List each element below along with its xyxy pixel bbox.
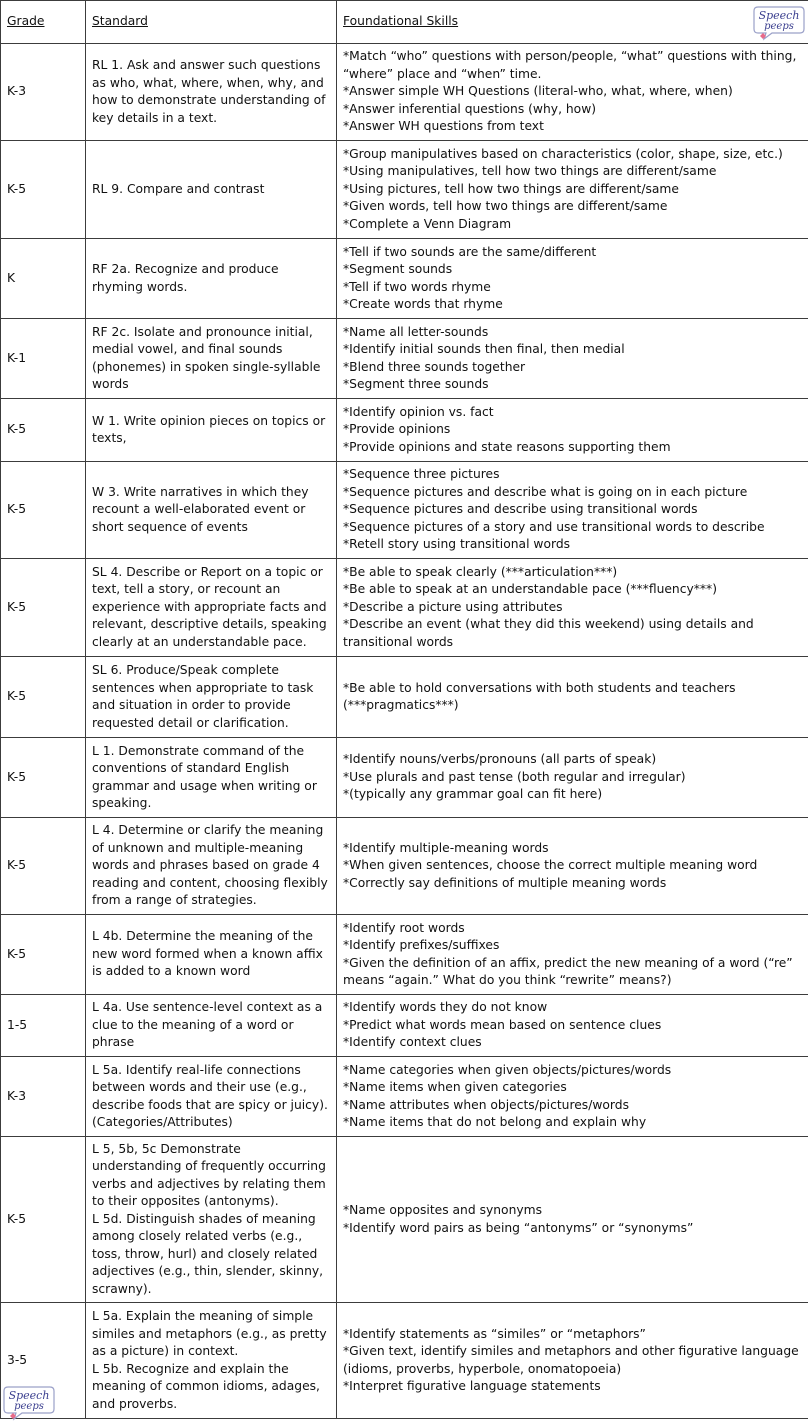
standard-text: RF 2c. Isolate and pronounce initial, medial vowel, and final sounds (phonemes) in spoken single-syllable words: [92, 324, 321, 391]
skills-column-header: Foundational Skills Speech peeps: [337, 1, 808, 44]
standard-cell: [86, 1137, 337, 1303]
standard-column-header: Standard: [86, 1, 337, 44]
speech-peeps-logo: [752, 3, 806, 41]
skills-cell: [337, 44, 808, 141]
skill-item: *Sequence pictures and describe using transitional words: [343, 502, 698, 517]
header-row: [1, 1, 808, 44]
table-row: [1, 915, 808, 995]
grade-cell: K-5: [1, 818, 86, 915]
table-row: [1, 1303, 808, 1419]
table-row: [1, 1137, 808, 1303]
skill-item: *Using pictures, tell how two things are different/same: [343, 181, 679, 196]
standard-text: L 5a. Explain the meaning of simple similes and metaphors (e.g., as pretty as a picture) in context.: [92, 1309, 327, 1358]
grade-cell: K-5: [1, 399, 86, 462]
standard-text: L 5b. Recognize and explain the meaning of common idioms, adages, and proverbs.: [92, 1361, 320, 1411]
skill-item: *Identify opinion vs. fact: [343, 404, 494, 419]
skill-item: *Name items when given categories: [343, 1080, 567, 1094]
skills-cell: [337, 462, 808, 559]
skill-item: *Identify prefixes/suffixes: [343, 938, 500, 952]
skills-cell: [337, 559, 808, 657]
standard-cell: [86, 657, 337, 738]
skill-item: *Tell if two words rhyme: [343, 279, 491, 294]
standard-text: L 4. Determine or clarify the meaning of unknown and multiple-meaning words and phrases based on grade 4 reading and content, choosing flexibly from a range of strategies.: [92, 823, 328, 908]
standard-text: RL 9. Compare and contrast: [92, 181, 265, 196]
skill-item: *Predict what words mean based on sentence clues: [343, 1017, 662, 1032]
skill-item: *Given the definition of an affix, predict the new meaning of a word (“re” means “again.” What do you think “rewrite” means?): [343, 955, 793, 987]
grade-cell: K-5: [1, 141, 86, 239]
skill-item: *Identify context clues: [343, 1035, 482, 1050]
speech-peeps-watermark: [2, 1383, 56, 1421]
standard-text: W 3. Write narratives in which they recount a well-elaborated event or short sequence of events: [92, 484, 309, 534]
skills-cell: [337, 239, 808, 319]
skills-cell: [337, 1137, 808, 1303]
grade-cell: K-5: [1, 657, 86, 738]
skill-item: *Answer WH questions from text: [343, 119, 544, 134]
standard-cell: [86, 44, 337, 141]
skills-cell: [337, 657, 808, 738]
skill-item: *Sequence pictures and describe what is going on in each picture: [343, 484, 748, 499]
standard-cell: [86, 738, 337, 818]
skill-item: *Segment sounds: [343, 262, 453, 276]
grade-cell: K: [1, 239, 86, 319]
grade-cell: K-1: [1, 319, 86, 399]
skills-cell: [337, 1303, 808, 1419]
standard-text: RF 2a. Recognize and produce rhyming words.: [92, 262, 279, 294]
skill-item: *Provide opinions and state reasons supporting them: [343, 439, 671, 454]
standard-text: W 1. Write opinion pieces on topics or texts,: [92, 413, 326, 445]
skill-item: *Answer simple WH Questions (literal-who, what, where, when): [343, 84, 733, 99]
standard-cell: [86, 818, 337, 915]
skill-item: *Correctly say definitions of multiple meaning words: [343, 875, 667, 890]
skill-item: *Tell if two sounds are the same/different: [343, 244, 597, 259]
standard-cell: [86, 1303, 337, 1419]
skills-cell: [337, 915, 808, 995]
skills-cell: [337, 995, 808, 1057]
grade-column-header: Grade: [1, 1, 86, 44]
svg-text:Speech: Speech: [8, 1389, 50, 1402]
grade-cell: K-3: [1, 1057, 86, 1137]
standard-cell: [86, 559, 337, 657]
grade-cell: 3-5: [1, 1303, 86, 1419]
skill-item: *Blend three sounds together: [343, 359, 526, 374]
standard-text: SL 4. Describe or Report on a topic or text, tell a story, or recount an experience with appropriate facts and relevant, descriptive details, speaking clearly at an understandable pace.: [92, 564, 327, 649]
grade-cell: K-5: [1, 462, 86, 559]
skill-item: *Describe a picture using attributes: [343, 599, 563, 614]
standard-cell: [86, 141, 337, 239]
skill-item: *Interpret figurative language statements: [343, 1379, 601, 1393]
standard-text: L 5a. Identify real-life connections between words and their use (e.g., describe foods that are spicy or juicy). (Categories/Attributes): [92, 1062, 328, 1129]
skill-item: *Given text, identify similes and metaphors and other figurative language (idioms, proverbs, hyperbole, onomatopoeia): [343, 1344, 799, 1376]
table-row: [1, 319, 808, 399]
skill-item: *Identify word pairs as being “antonyms” or “synonyms”: [343, 1220, 694, 1235]
skill-item: *Sequence three pictures: [343, 467, 500, 482]
skill-item: *Be able to speak clearly (***articulation***): [343, 564, 618, 579]
table-row: [1, 657, 808, 738]
standard-cell: [86, 319, 337, 399]
skills-cell: [337, 399, 808, 462]
skill-item: *Name items that do not belong and explain why: [343, 1115, 647, 1129]
standard-cell: [86, 1057, 337, 1137]
grade-cell: K-5: [1, 1137, 86, 1303]
skill-item: *Identify nouns/verbs/pronouns (all parts of speak): [343, 752, 657, 767]
standard-text: RL 1. Ask and answer such questions as who, what, where, when, why, and how to demonstrate understanding of key details in a text.: [92, 58, 326, 125]
grade-cell: 1-5: [1, 995, 86, 1057]
skills-cell: [337, 818, 808, 915]
skill-item: *Be able to speak at an understandable pace (***fluency***): [343, 582, 717, 597]
standard-cell: [86, 915, 337, 995]
skills-cell: [337, 738, 808, 818]
svg-text:peeps: peeps: [764, 21, 794, 32]
skill-item: *Create words that rhyme: [343, 297, 503, 311]
standard-text: L 4b. Determine the meaning of the new word formed when a known affix is added to a known word: [92, 929, 323, 979]
standard-cell: [86, 462, 337, 559]
skills-cell: [337, 319, 808, 399]
skill-item: *Describe an event (what they did this weekend) using details and transitional words: [343, 617, 754, 649]
table-row: [1, 1057, 808, 1137]
skill-item: *Segment three sounds: [343, 377, 489, 391]
grade-cell: K-3: [1, 44, 86, 141]
table-row: [1, 818, 808, 915]
table-row: [1, 559, 808, 657]
skill-item: *Group manipulatives based on characteristics (color, shape, size, etc.): [343, 146, 783, 161]
skill-item: *Name all letter-sounds: [343, 324, 489, 339]
skills-cell: [337, 1057, 808, 1137]
grade-cell: K-5: [1, 738, 86, 818]
skill-item: *Complete a Venn Diagram: [343, 216, 512, 231]
skill-item: *Match “who” questions with person/people, “what” questions with thing, “where” place and “when” time.: [343, 49, 797, 81]
speech-bubble-icon: [2, 1383, 56, 1421]
svg-text:peeps: peeps: [14, 1401, 44, 1412]
skill-item: *Given words, tell how two things are different/same: [343, 199, 668, 214]
skill-item: *Use plurals and past tense (both regular and irregular): [343, 769, 686, 784]
grade-cell: K-5: [1, 915, 86, 995]
skill-item: *Name opposites and synonyms: [343, 1203, 543, 1217]
skill-item: *Using manipulatives, tell how two things are different/same: [343, 164, 717, 179]
skill-item: *Identify root words: [343, 920, 465, 935]
table-row: [1, 738, 808, 818]
standard-text: L 4a. Use sentence-level context as a clue to the meaning of a word or phrase: [92, 1000, 323, 1050]
skill-item: *Retell story using transitional words: [343, 537, 571, 552]
speech-bubble-icon: [752, 3, 806, 41]
skill-item: *(typically any grammar goal can fit here): [343, 787, 603, 802]
standard-cell: [86, 239, 337, 319]
skill-item: *Answer inferential questions (why, how): [343, 101, 597, 116]
standard-text: SL 6. Produce/Speak complete sentences when appropriate to task and situation in order to provide requested detail or clarification.: [92, 663, 314, 730]
skill-item: *When given sentences, choose the correct multiple meaning word: [343, 858, 758, 873]
svg-text:Speech: Speech: [758, 9, 800, 22]
skill-item: *Be able to hold conversations with both students and teachers (***pragmatics***): [343, 680, 736, 712]
standard-cell: [86, 995, 337, 1057]
skill-item: *Provide opinions: [343, 422, 451, 437]
skill-item: *Sequence pictures of a story and use transitional words to describe: [343, 519, 765, 534]
table-row: [1, 141, 808, 239]
skill-item: *Name categories when given objects/pictures/words: [343, 1062, 672, 1077]
skill-item: *Identify initial sounds then final, then medial: [343, 342, 625, 356]
standard-cell: [86, 399, 337, 462]
skill-item: *Name attributes when objects/pictures/words: [343, 1097, 629, 1112]
skill-item: *Identify words they do not know: [343, 1000, 548, 1015]
standard-text: L 5d. Distinguish shades of meaning among closely related verbs (e.g., toss, throw, hurl) and closely related adjectives (e.g., thin, slender, skinny, scrawny).: [92, 1211, 324, 1296]
grade-cell: K-5: [1, 559, 86, 657]
table-row: [1, 44, 808, 141]
table-row: [1, 239, 808, 319]
skill-item: *Identify statements as “similes” or “metaphors”: [343, 1326, 646, 1341]
skill-item: *Identify multiple-meaning words: [343, 840, 549, 855]
table-row: [1, 995, 808, 1057]
standard-text: L 5, 5b, 5c Demonstrate understanding of frequently occurring verbs and adjectives by relating them to their opposites (antonyms).: [92, 1141, 326, 1209]
table-row: [1, 399, 808, 462]
skills-cell: [337, 141, 808, 239]
table-row: [1, 462, 808, 559]
standard-text: L 1. Demonstrate command of the conventions of standard English grammar and usage when writing or speaking.: [92, 743, 317, 810]
